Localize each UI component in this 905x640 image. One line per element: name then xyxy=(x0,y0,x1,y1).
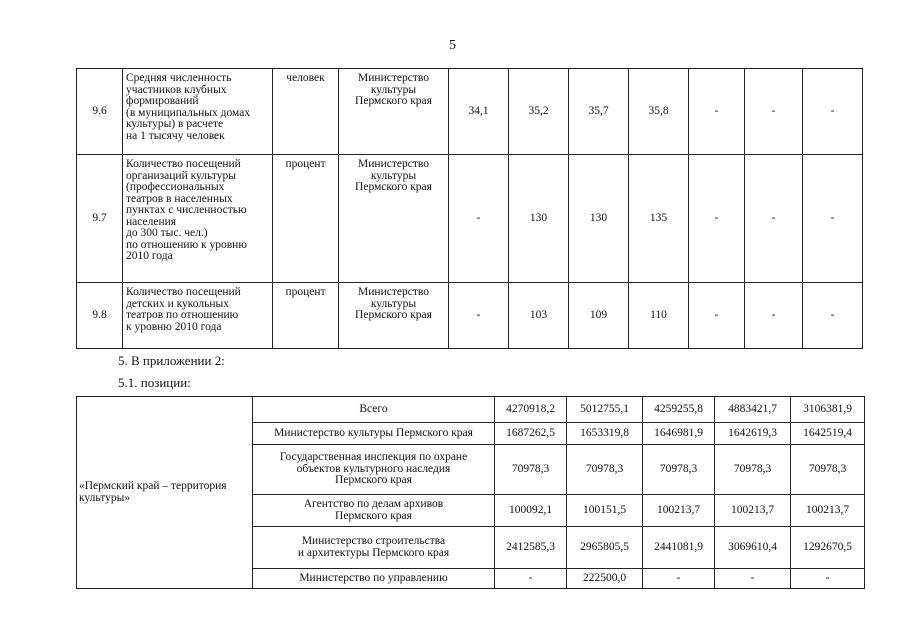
amount-cell: - xyxy=(495,569,567,589)
responsible-org-line: культуры xyxy=(370,297,417,310)
value-cell: - xyxy=(803,283,863,349)
organization-line: Министерство культуры Пермского края xyxy=(274,426,473,439)
organization-line: и архитектуры Пермского края xyxy=(297,546,450,559)
program-name xyxy=(77,397,253,589)
value-cell: 109 xyxy=(569,283,629,349)
amount-cell: - xyxy=(643,569,715,589)
amount-cell: 4270918,2 xyxy=(495,397,567,423)
unit-cell: процент xyxy=(273,283,339,349)
amount-cell: 1646981,9 xyxy=(643,423,715,445)
amount-cell: 100213,7 xyxy=(791,495,865,527)
value-cell: 35,2 xyxy=(509,69,569,155)
responsible-org-line: Министерство xyxy=(358,72,429,84)
table-row xyxy=(77,69,863,155)
amount-cell: 70978,3 xyxy=(643,445,715,495)
program-name-line: «Пермский край – территория xyxy=(79,480,227,492)
indicator-name-line: к уровню 2010 года xyxy=(126,320,222,333)
amount-cell: 1642619,3 xyxy=(715,423,791,445)
amount-cell: 3069610,4 xyxy=(715,527,791,569)
value-cell: 130 xyxy=(569,155,629,283)
indicator-name-line: (в муниципальных домах xyxy=(126,106,251,119)
value-cell: - xyxy=(745,283,803,349)
amount-cell: 4883421,7 xyxy=(715,397,791,423)
amount-cell: - xyxy=(715,569,791,589)
responsible-org-line: Пермского края xyxy=(355,181,432,193)
organization-line: Всего xyxy=(359,402,388,415)
amount-cell: 70978,3 xyxy=(791,445,865,495)
value-cell: 130 xyxy=(509,155,569,283)
organization-line: Пермского края xyxy=(335,509,412,522)
amount-cell: 1642519,4 xyxy=(791,423,865,445)
organization-cell xyxy=(253,527,495,569)
indicator-name xyxy=(123,155,273,283)
indicators-table xyxy=(76,68,863,349)
indicator-name-line: Средняя численность xyxy=(126,72,232,84)
subsection-heading: 5.1. позиции: xyxy=(118,375,191,390)
amount-cell: 1292670,5 xyxy=(791,527,865,569)
responsible-org xyxy=(339,155,449,283)
page-number: 5 xyxy=(449,38,456,53)
amount-cell: 1687262,5 xyxy=(495,423,567,445)
responsible-org-line: культуры xyxy=(370,83,417,96)
responsible-org-line: Пермского края xyxy=(355,309,432,321)
program-name-line: культуры» xyxy=(79,491,131,504)
amount-cell: 70978,3 xyxy=(495,445,567,495)
responsible-org-line: Министерство xyxy=(358,158,429,170)
organization-line: объектов культурного наследия xyxy=(296,462,451,475)
row-number: 9.8 xyxy=(77,283,123,349)
organization-line: Агентство по делам архивов xyxy=(303,498,444,510)
indicator-name-line: населения xyxy=(126,215,177,228)
value-cell: 110 xyxy=(629,283,689,349)
organization-cell xyxy=(253,397,495,423)
value-cell: - xyxy=(689,283,745,349)
organization-cell xyxy=(253,569,495,589)
indicator-name-line: на 1 тысячу человек xyxy=(126,129,225,142)
indicator-name-line: культуры) в расчете xyxy=(126,118,224,130)
indicator-name-line: (профессиональных xyxy=(126,181,225,193)
indicator-name-line: участников клубных xyxy=(126,83,227,96)
responsible-org xyxy=(339,69,449,155)
amount-cell: 70978,3 xyxy=(715,445,791,495)
amount-cell: 4259255,8 xyxy=(643,397,715,423)
financing-table xyxy=(76,396,865,589)
value-cell: 103 xyxy=(509,283,569,349)
amount-cell: 5012755,1 xyxy=(567,397,643,423)
indicator-name-line: 2010 года xyxy=(126,250,173,262)
indicator-name-line: организаций культуры xyxy=(126,169,236,182)
amount-cell: 100092,1 xyxy=(495,495,567,527)
amount-cell: 3106381,9 xyxy=(791,397,865,423)
organization-cell xyxy=(253,495,495,527)
amount-cell: 100213,7 xyxy=(715,495,791,527)
amount-cell: 1653319,8 xyxy=(567,423,643,445)
amount-cell: 222500,0 xyxy=(567,569,643,589)
table-row xyxy=(77,397,865,423)
indicator-name-line: театров по отношению xyxy=(126,309,239,321)
organization-line: Министерство строительства xyxy=(301,535,446,547)
organization-line: Министерство по управлению xyxy=(299,571,448,584)
indicator-name-line: до 300 тыс. чел.) xyxy=(126,227,208,239)
value-cell: 135 xyxy=(629,155,689,283)
indicator-name-line: Количество посещений xyxy=(126,286,241,298)
responsible-org-line: Пермского края xyxy=(355,95,432,107)
indicator-name-line: Количество посещений xyxy=(126,158,241,170)
value-cell: - xyxy=(449,283,509,349)
value-cell: 34,1 xyxy=(449,69,509,155)
value-cell: - xyxy=(745,69,803,155)
row-number: 9.7 xyxy=(77,155,123,283)
amount-cell: 2412585,3 xyxy=(495,527,567,569)
amount-cell: - xyxy=(791,569,865,589)
value-cell: 35,8 xyxy=(629,69,689,155)
indicator-name xyxy=(123,283,273,349)
indicator-name-line: пунктах с численностью xyxy=(126,204,247,216)
indicator-name xyxy=(123,69,273,155)
organization-cell xyxy=(253,445,495,495)
unit-cell: процент xyxy=(273,155,339,283)
organization-line: Государственная инспекция по охране xyxy=(279,451,468,464)
amount-cell: 2441081,9 xyxy=(643,527,715,569)
organization-cell xyxy=(253,423,495,445)
section-heading: 5. В приложении 2: xyxy=(118,353,225,368)
value-cell: - xyxy=(803,155,863,283)
amount-cell: 2965805,5 xyxy=(567,527,643,569)
responsible-org xyxy=(339,283,449,349)
amount-cell: 100151,5 xyxy=(567,495,643,527)
indicator-name-line: по отношению к уровню xyxy=(126,238,247,251)
value-cell: - xyxy=(803,69,863,155)
amount-cell: 100213,7 xyxy=(643,495,715,527)
value-cell: - xyxy=(689,69,745,155)
responsible-org-line: Министерство xyxy=(358,286,429,298)
indicator-name-line: театров в населенных xyxy=(126,192,233,205)
amount-cell: 70978,3 xyxy=(567,445,643,495)
organization-line: Пермского края xyxy=(335,474,412,487)
indicator-name-line: формирований xyxy=(126,95,199,107)
table-row xyxy=(77,283,863,349)
indicator-name-line: детских и кукольных xyxy=(126,297,230,310)
table-row xyxy=(77,155,863,283)
responsible-org-line: культуры xyxy=(370,169,417,182)
unit-cell: человек xyxy=(273,69,339,155)
value-cell: - xyxy=(689,155,745,283)
value-cell: - xyxy=(745,155,803,283)
value-cell: - xyxy=(449,155,509,283)
row-number: 9.6 xyxy=(77,69,123,155)
value-cell: 35,7 xyxy=(569,69,629,155)
